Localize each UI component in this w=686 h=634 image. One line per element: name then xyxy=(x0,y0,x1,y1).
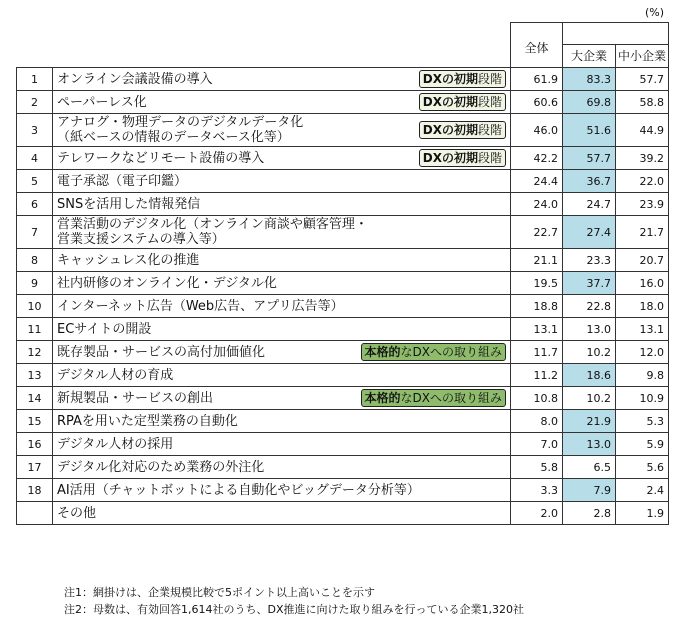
dx-early-stage-tag xyxy=(419,149,506,167)
value-all: 13.1 xyxy=(511,318,563,341)
value-all: 46.0 xyxy=(511,114,563,147)
value-large: 24.7 xyxy=(563,193,616,216)
row-number: 11 xyxy=(17,318,53,341)
value-sme: 9.8 xyxy=(616,364,669,387)
item-cell xyxy=(53,295,511,318)
value-large: 37.7 xyxy=(563,272,616,295)
table-row xyxy=(17,387,669,410)
row-number: 15 xyxy=(17,410,53,433)
item-cell xyxy=(53,433,511,456)
item-label: 社内研修のオンライン化・デジタル化 xyxy=(57,275,277,291)
value-sme: 57.7 xyxy=(616,68,669,91)
value-sme: 2.4 xyxy=(616,479,669,502)
table-row xyxy=(17,456,669,479)
table-row xyxy=(17,410,669,433)
tag-bold-text: 本格的 xyxy=(364,391,401,405)
value-large: 23.3 xyxy=(563,249,616,272)
header-large: 大企業 xyxy=(563,45,616,68)
item-cell xyxy=(53,410,511,433)
row-number: 3 xyxy=(17,114,53,147)
table-row xyxy=(17,341,669,364)
value-sme: 16.0 xyxy=(616,272,669,295)
item-cell xyxy=(53,68,511,91)
value-all: 7.0 xyxy=(511,433,563,456)
full-dx-tag xyxy=(361,389,506,407)
value-large: 22.8 xyxy=(563,295,616,318)
value-large: 6.5 xyxy=(563,456,616,479)
value-sme: 1.9 xyxy=(616,502,669,525)
value-all: 11.2 xyxy=(511,364,563,387)
value-all: 2.0 xyxy=(511,502,563,525)
table-row xyxy=(17,272,669,295)
row-number: 17 xyxy=(17,456,53,479)
row-number: 6 xyxy=(17,193,53,216)
value-all: 42.2 xyxy=(511,147,563,170)
item-label: SNSを活用した情報発信 xyxy=(57,196,201,212)
value-large: 36.7 xyxy=(563,170,616,193)
value-sme: 58.8 xyxy=(616,91,669,114)
value-sme: 5.3 xyxy=(616,410,669,433)
item-label: デジタル化対応のため業務の外注化 xyxy=(57,459,265,475)
table-row xyxy=(17,364,669,387)
row-number: 1 xyxy=(17,68,53,91)
value-sme: 10.9 xyxy=(616,387,669,410)
value-large: 51.6 xyxy=(563,114,616,147)
item-label: その他 xyxy=(57,505,97,521)
value-large: 57.7 xyxy=(563,147,616,170)
item-label: ペーパーレス化 xyxy=(57,94,147,110)
value-sme: 13.1 xyxy=(616,318,669,341)
tag-text: 段階 xyxy=(477,95,502,109)
tag-text: 段階 xyxy=(477,151,502,165)
value-large: 13.0 xyxy=(563,318,616,341)
row-number: 5 xyxy=(17,170,53,193)
item-label: 電子承認（電子印鑑） xyxy=(57,173,188,189)
row-number: 9 xyxy=(17,272,53,295)
item-label: 既存製品・サービスの高付加価値化 xyxy=(57,344,266,360)
value-all: 18.8 xyxy=(511,295,563,318)
table-row xyxy=(17,479,669,502)
item-label: アナログ・物理データのデジタルデータ化 xyxy=(57,115,304,130)
table-row xyxy=(17,249,669,272)
value-sme: 22.0 xyxy=(616,170,669,193)
table-row xyxy=(17,91,669,114)
value-all: 8.0 xyxy=(511,410,563,433)
value-all: 19.5 xyxy=(511,272,563,295)
value-all: 3.3 xyxy=(511,479,563,502)
item-label: 新規製品・サービスの創出 xyxy=(57,390,214,406)
header-sme: 中小企業 xyxy=(616,45,669,68)
value-sme: 39.2 xyxy=(616,147,669,170)
value-sme: 18.0 xyxy=(616,295,669,318)
value-all: 22.7 xyxy=(511,216,563,249)
value-sme: 20.7 xyxy=(616,249,669,272)
value-all: 21.1 xyxy=(511,249,563,272)
item-label: （紙ベースの情報のデータベース化等） xyxy=(57,130,290,145)
item-cell xyxy=(53,479,511,502)
item-label: テレワークなどリモート設備の導入 xyxy=(57,150,265,166)
item-cell xyxy=(53,114,511,147)
header-row-1 xyxy=(17,23,669,45)
item-cell xyxy=(53,147,511,170)
item-label: デジタル人材の育成 xyxy=(57,367,174,383)
tag-text: なDXへの取り組み xyxy=(400,391,502,405)
value-large: 18.6 xyxy=(563,364,616,387)
table-row xyxy=(17,147,669,170)
dx-early-stage-tag xyxy=(419,93,506,111)
tag-bold-text: 本格的 xyxy=(364,345,401,359)
value-large: 83.3 xyxy=(563,68,616,91)
item-label: インターネット広告（Web広告、アプリ広告等） xyxy=(57,298,344,314)
item-label: オンライン会議設備の導入 xyxy=(57,71,213,87)
value-sme: 44.9 xyxy=(616,114,669,147)
table-row xyxy=(17,502,669,525)
dx-early-stage-tag xyxy=(419,70,506,88)
value-large: 69.8 xyxy=(563,91,616,114)
value-large: 10.2 xyxy=(563,341,616,364)
item-cell xyxy=(53,364,511,387)
item-cell xyxy=(53,170,511,193)
table-row xyxy=(17,68,669,91)
table-row xyxy=(17,114,669,147)
value-sme: 23.9 xyxy=(616,193,669,216)
value-large: 7.9 xyxy=(563,479,616,502)
table-row xyxy=(17,193,669,216)
tag-bold-text: DXの初期 xyxy=(422,72,478,86)
row-number: 16 xyxy=(17,433,53,456)
tag-text: 段階 xyxy=(477,123,502,137)
item-cell xyxy=(53,216,511,249)
item-label: AI活用（チャットボットによる自動化やビッグデータ分析等） xyxy=(57,482,420,498)
table-row xyxy=(17,318,669,341)
value-large: 21.9 xyxy=(563,410,616,433)
row-number: 7 xyxy=(17,216,53,249)
table-row xyxy=(17,216,669,249)
table-row xyxy=(17,170,669,193)
table-row xyxy=(17,433,669,456)
tag-bold-text: DXの初期 xyxy=(422,95,478,109)
item-label: キャッシュレス化の推進 xyxy=(57,252,200,268)
item-label: 営業活動のデジタル化（オンライン商談や顧客管理・ xyxy=(57,217,368,232)
value-all: 24.4 xyxy=(511,170,563,193)
value-all: 10.8 xyxy=(511,387,563,410)
value-large: 10.2 xyxy=(563,387,616,410)
footnotes xyxy=(64,584,524,618)
value-sme: 21.7 xyxy=(616,216,669,249)
value-all: 60.6 xyxy=(511,91,563,114)
item-label: ECサイトの開設 xyxy=(57,321,152,337)
note-1: 注1：網掛けは、企業規模比較で5ポイント以上高いことを示す xyxy=(64,586,375,599)
item-cell xyxy=(53,456,511,479)
row-number: 14 xyxy=(17,387,53,410)
tag-bold-text: DXの初期 xyxy=(422,123,478,137)
value-large: 27.4 xyxy=(563,216,616,249)
value-all: 24.0 xyxy=(511,193,563,216)
value-sme: 5.9 xyxy=(616,433,669,456)
full-dx-tag xyxy=(361,343,506,361)
item-cell xyxy=(53,249,511,272)
unit-label: (%) xyxy=(645,6,665,19)
row-number: 18 xyxy=(17,479,53,502)
item-cell xyxy=(53,318,511,341)
item-cell xyxy=(53,502,511,525)
value-sme: 12.0 xyxy=(616,341,669,364)
item-cell xyxy=(53,91,511,114)
table-row xyxy=(17,295,669,318)
row-number: 8 xyxy=(17,249,53,272)
results-table xyxy=(16,22,669,525)
value-large: 2.8 xyxy=(563,502,616,525)
value-all: 5.8 xyxy=(511,456,563,479)
item-label: 営業支援システムの導入等） xyxy=(57,232,225,247)
value-sme: 5.6 xyxy=(616,456,669,479)
row-number: 13 xyxy=(17,364,53,387)
header-all: 全体 xyxy=(511,23,563,68)
item-cell xyxy=(53,387,511,410)
item-cell xyxy=(53,272,511,295)
value-all: 11.7 xyxy=(511,341,563,364)
row-number: 12 xyxy=(17,341,53,364)
tag-bold-text: DXの初期 xyxy=(422,151,478,165)
tag-text: 段階 xyxy=(477,72,502,86)
item-cell xyxy=(53,193,511,216)
row-number: 2 xyxy=(17,91,53,114)
dx-early-stage-tag xyxy=(419,121,506,139)
item-cell xyxy=(53,341,511,364)
value-all: 61.9 xyxy=(511,68,563,91)
row-number: 10 xyxy=(17,295,53,318)
value-large: 13.0 xyxy=(563,433,616,456)
item-label: RPAを用いた定型業務の自動化 xyxy=(57,413,238,429)
row-number: 4 xyxy=(17,147,53,170)
tag-text: なDXへの取り組み xyxy=(400,345,502,359)
item-label: デジタル人材の採用 xyxy=(57,436,174,452)
note-2: 注2：母数は、有効回答1,614社のうち、DX推進に向けた取り組みを行っている企業1,320社 xyxy=(64,603,524,616)
row-number xyxy=(17,502,53,525)
